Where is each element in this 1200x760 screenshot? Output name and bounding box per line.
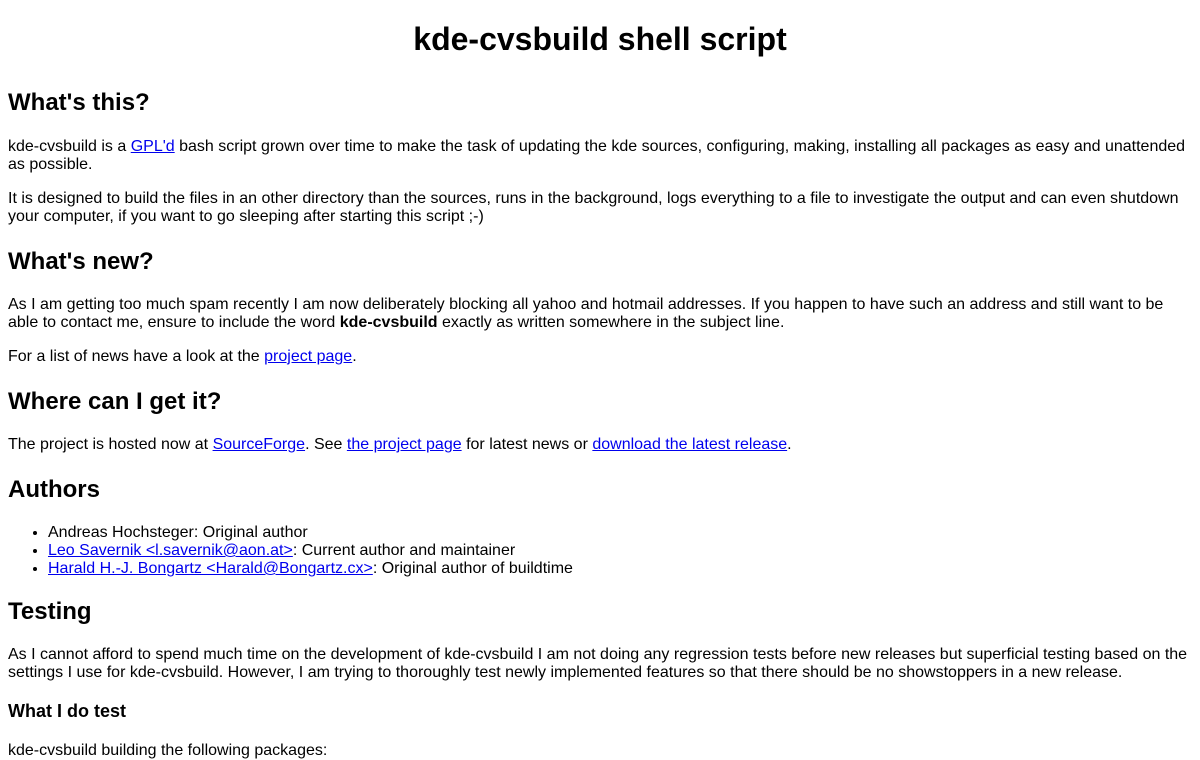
whats-this-paragraph-2: It is designed to build the files in an other directory than the sources, runs in the background, logs everything to a file to investigate the output and can even shutdown your computer, if you want to go sleeping after starting this script ;-)	[8, 190, 1179, 225]
kde-cvsbuild-keyword: kde-cvsbuild	[339, 314, 438, 331]
heading-what-i-do-test: What I do test	[8, 701, 126, 721]
whats-new-p1-pre: As I am getting too much spam recently I am now deliberately blocking all yahoo and hotmail addresses. If you happen to have such an address and still want to be able to contact me, ensure to include the word	[8, 296, 1164, 331]
where-paragraph	[8, 436, 1192, 454]
heading-whats-this: What's this?	[8, 89, 150, 116]
testing-paragraph: As I cannot afford to spend much time on the development of kde-cvsbuild I am not doing any regression tests before new releases but superficial testing based on the settings I use for kde-cvsbuild. However, I am trying to thoroughly test newly implemented features so that there should be no showstoppers in a new release.	[8, 646, 1188, 681]
whats-new-p2-pre: For a list of news have a look at the	[8, 348, 265, 365]
author-bongartz-link[interactable]: Harald H.-J. Bongartz <Harald@Bongartz.cx>	[48, 560, 373, 577]
project-page-link[interactable]: project page	[264, 348, 353, 365]
whats-new-paragraph-2	[8, 348, 1192, 366]
where-p1-mid2: for latest news or	[461, 436, 593, 453]
author-savernik-link[interactable]: Leo Savernik <l.savernik@aon.at>	[48, 542, 293, 559]
the-project-page-link[interactable]: the project page	[346, 436, 462, 453]
author-savernik-role: : Current author and maintainer	[292, 542, 516, 559]
author-item	[48, 542, 1192, 560]
heading-authors: Authors	[8, 476, 100, 503]
whats-this-p1-pre: kde-cvsbuild is a	[8, 138, 131, 155]
whats-this-p1-post: bash script grown over time to make the task of updating the kde sources, configuring, making, installing all packages as easy and unattended as possible.	[8, 138, 1186, 173]
whats-this-paragraph-1	[8, 138, 1192, 174]
sourceforge-link[interactable]: SourceForge	[212, 436, 306, 453]
whats-new-p1-post: exactly as written somewhere in the subject line.	[437, 314, 785, 331]
heading-where-can-i-get-it: Where can I get it?	[8, 388, 222, 415]
author-item	[48, 560, 1192, 578]
authors-list	[8, 524, 1192, 578]
author-bongartz-role: : Original author of buildtime	[372, 560, 573, 577]
heading-whats-new: What's new?	[8, 248, 154, 275]
where-p1-mid1: . See	[305, 436, 347, 453]
heading-testing: Testing	[8, 598, 92, 625]
where-p1-post: .	[787, 436, 792, 453]
whats-new-p2-post: .	[352, 348, 357, 365]
download-latest-release-link[interactable]: download the latest release	[592, 436, 788, 453]
where-p1-pre: The project is hosted now at	[8, 436, 213, 453]
gpl-link[interactable]: GPL'd	[130, 138, 175, 155]
whats-new-paragraph-1	[8, 296, 1192, 332]
author-item	[48, 524, 1192, 542]
page-title: kde-cvsbuild shell script	[413, 21, 787, 57]
testing-packages-intro: kde-cvsbuild building the following packages:	[8, 742, 328, 759]
author-hochsteger: Andreas Hochsteger: Original author	[48, 524, 308, 541]
